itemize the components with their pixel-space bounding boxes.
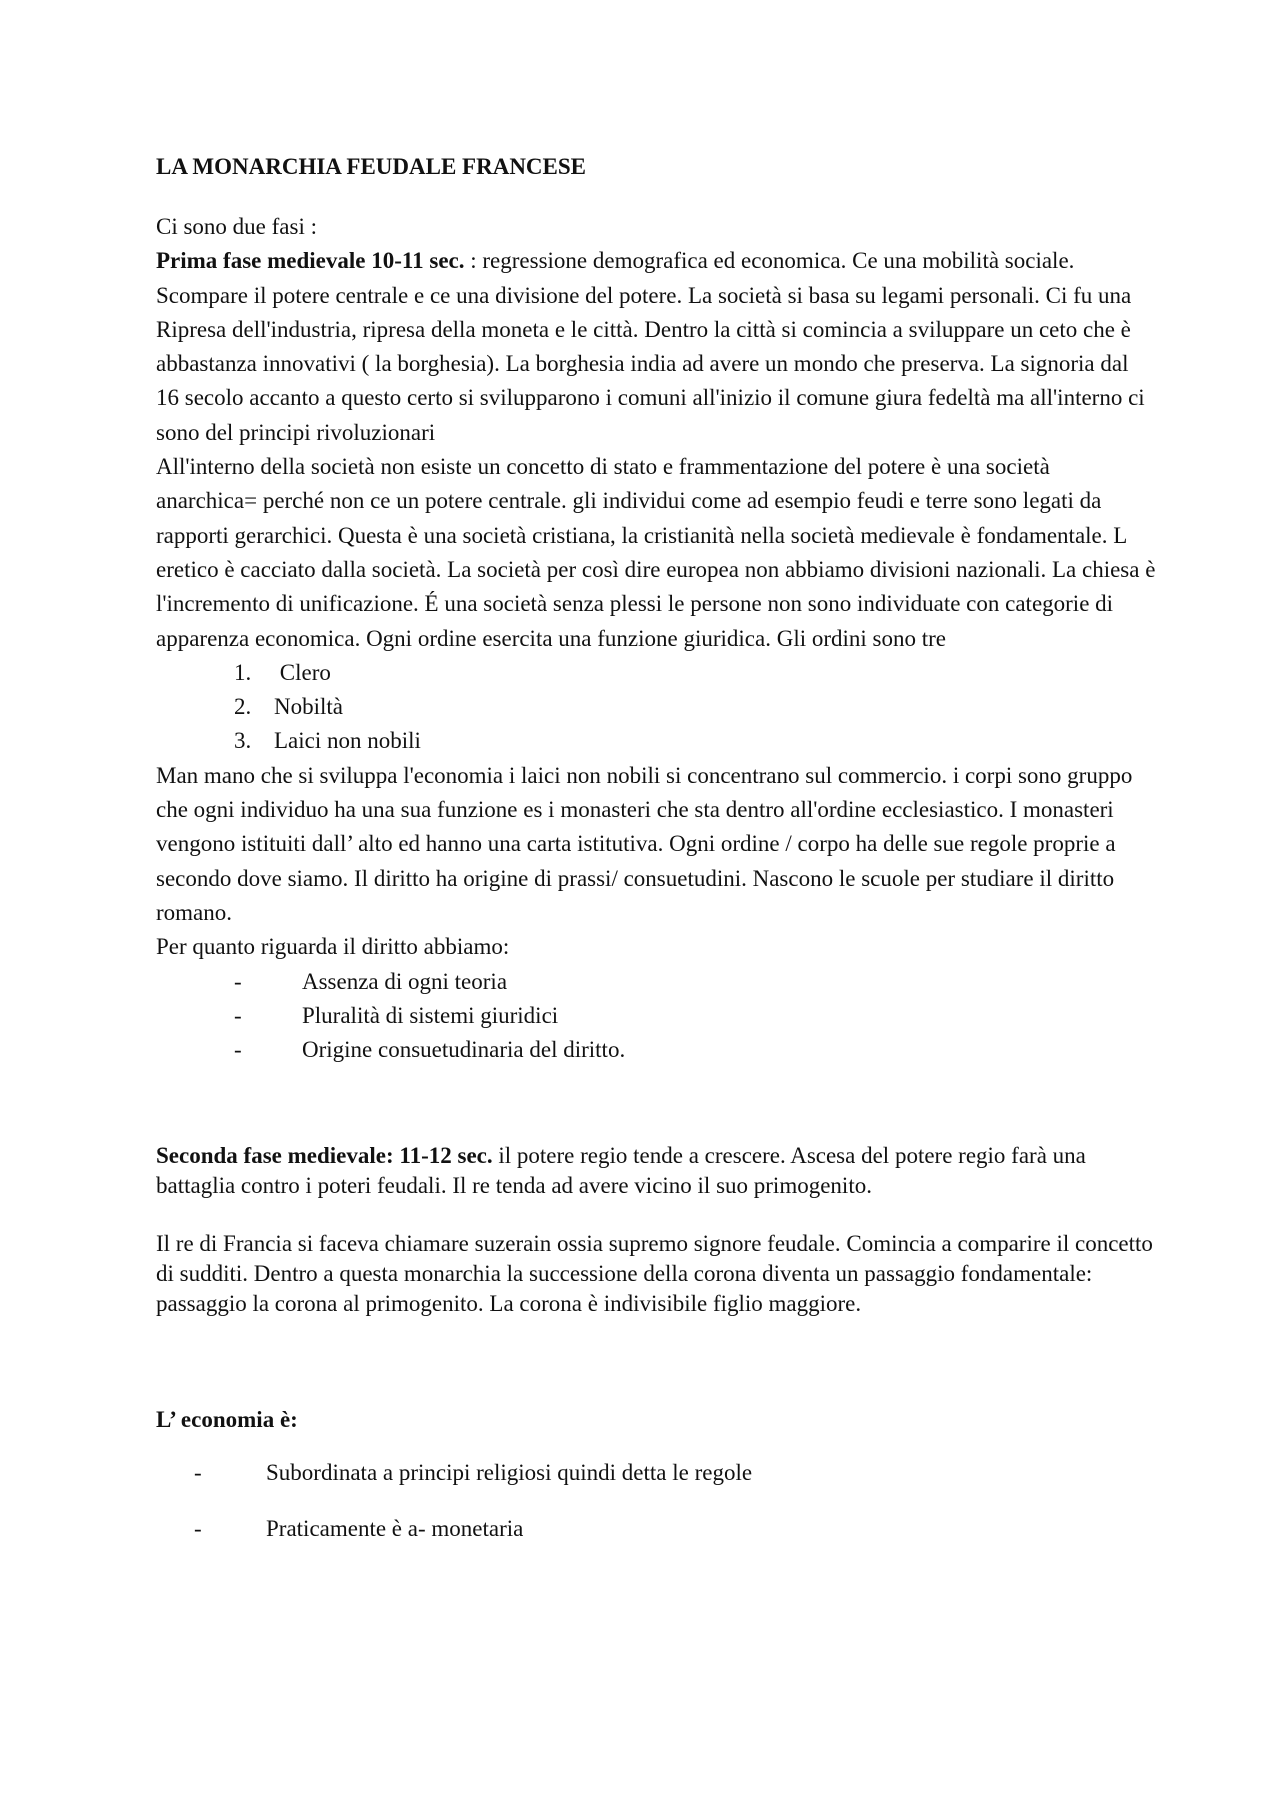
list-item xyxy=(156,965,1156,999)
fase2-text2: Il re di Francia si faceva chiamare suzerain ossia supremo signore feudale. Comincia a comparire il concetto di sudditi. Dentro a questa monarchia la successione della corona diventa un passaggio fondamentale: passaggio la corona al primogenito. La corona è indivisibile figlio maggiore. xyxy=(156,1231,1153,1317)
list-label: Laici non nobili xyxy=(274,728,421,754)
list-label: Origine consuetudinaria del diritto. xyxy=(302,1037,626,1063)
list-label: Subordinata a principi religiosi quindi detta le regole xyxy=(266,1459,753,1485)
list-item xyxy=(156,690,1156,724)
list-item xyxy=(156,1033,1156,1067)
dash-bullet: - xyxy=(194,1459,202,1485)
fase1-text3: Man mano che si sviluppa l'economia i laici non nobili si concentrano sul commercio. i corpi sono gruppo che ogni individuo ha una sua funzione es i monasteri che sta dentro all'ordine ecclesiastico. I monasteri vengono istituiti dall’ alto ed hanno una carta istitutiva. Ogni ordine / corpo ha delle sue regole proprie a secondo dove siamo. Il diritto ha origine di prassi/ consuetudini. Nascono le scuole per studiare il diritto romano. xyxy=(156,762,1133,925)
fase2-text: il potere regio tende a crescere. Ascesa del potere regio farà una battaglia contro i poteri feudali. Il re tenda ad avere vicino il suo primogenito. xyxy=(156,1143,1086,1199)
dash-bullet: - xyxy=(234,968,242,994)
dash-bullet: - xyxy=(194,1515,202,1541)
fase2-paragraph xyxy=(156,1141,1156,1201)
intro-text: Ci sono due fasi : xyxy=(156,214,317,239)
fase1-heading: Prima fase medievale 10-11 sec. xyxy=(156,248,465,274)
list-item xyxy=(156,1512,1156,1546)
list-label: Pluralità di sistemi giuridici xyxy=(302,1002,559,1028)
ordini-list xyxy=(156,656,1156,759)
economia-list xyxy=(156,1456,1156,1546)
fase1-text: : regressione demografica ed economica. Ce una mobilità sociale. Scompare il potere centrale e ce una divisione del potere. La società si basa su legami personali. Ci fu una Ripresa dell'industria, ripresa della moneta e le città. Dentro la città si comincia a sviluppare un ceto che è abbastanza innovativi ( la borghesia). La borghesia india ad avere un mondo che preserva. La signoria dal 16 secolo accanto a questo certo si svilupparono i comuni all'inizio il comune giura fedeltà ma all'interno ci sono del principi rivoluzionari xyxy=(156,248,1145,445)
list-item xyxy=(156,1456,1156,1490)
list-number: 1. xyxy=(234,659,252,685)
list-label: Nobiltà xyxy=(274,694,343,720)
diritto-list xyxy=(156,965,1156,1068)
economia-heading: L’ economia è: xyxy=(156,1407,298,1433)
list-item xyxy=(156,999,1156,1033)
list-number: 3. xyxy=(234,728,252,754)
list-item xyxy=(156,656,1156,690)
list-number: 2. xyxy=(234,694,252,720)
fase1-text2: All'interno della società non esiste un concetto di stato e frammentazione del potere è una società anarchica= perché non ce un potere centrale. gli individui come ad esempio feudi e terre sono legati da rapporti gerarchici. Questa è una società cristiana, la cristianità nella società medievale è fondamentale. L eretico è cacciato dalla società. La società per così dire europea non abbiamo divisioni nazionali. La chiesa è l'incremento di unificazione. É una società senza plessi le persone non sono individuate con categorie di apparenza economica. Ogni ordine esercita una funzione giuridica. Gli ordini sono tre xyxy=(156,454,1156,651)
dash-bullet: - xyxy=(234,1002,242,1028)
fase2-heading: Seconda fase medievale: 11-12 sec. xyxy=(156,1143,493,1169)
list-item xyxy=(156,724,1156,758)
page-title: LA MONARCHIA FEUDALE FRANCESE xyxy=(156,154,587,179)
dash-bullet: - xyxy=(234,1037,242,1063)
list-label: Praticamente è a- monetaria xyxy=(266,1515,524,1541)
fase1-paragraph xyxy=(156,244,1156,450)
list-label: Clero xyxy=(274,659,331,685)
document-page xyxy=(156,150,1156,1568)
list-label: Assenza di ogni teoria xyxy=(302,968,508,994)
diritto-intro: Per quanto riguarda il diritto abbiamo: xyxy=(156,934,510,960)
